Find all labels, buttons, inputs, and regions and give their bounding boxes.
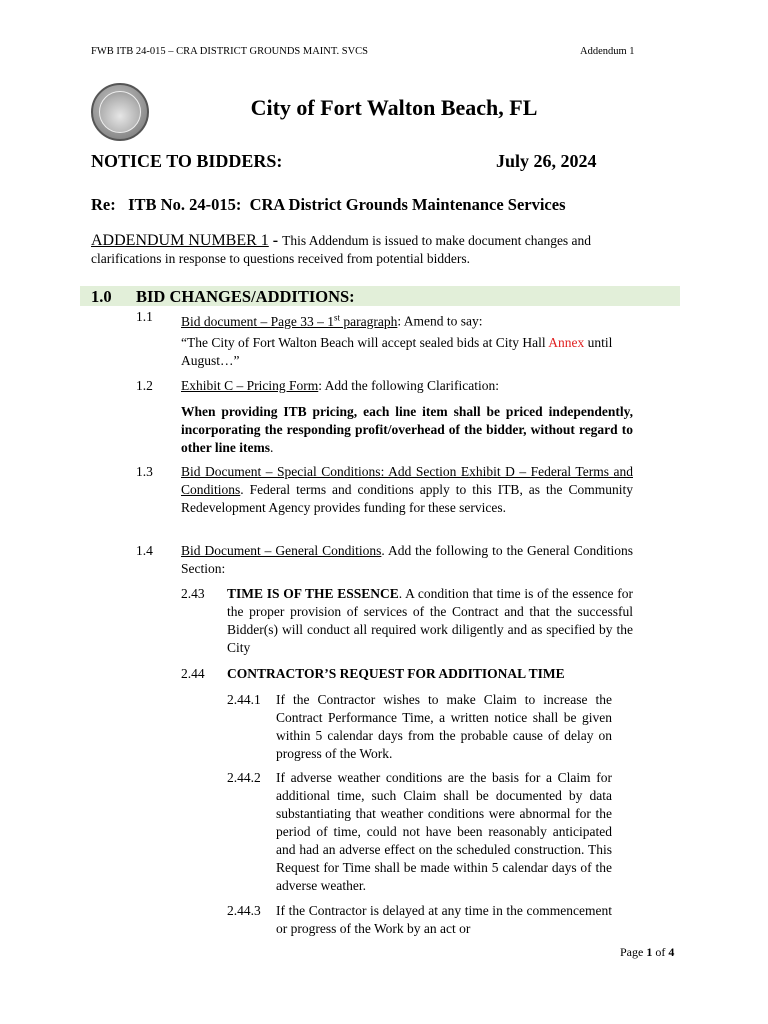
item-1-1-quote: “The City of Fort Walton Beach will accept sealed bids at City Hall Annex until August…” [181,335,613,368]
item-number: 2.44 [181,666,205,681]
item-2-44-3: If the Contractor is delayed at any time in the commencement or progress of the Work by an act or [276,903,612,936]
item-1-4: Bid Document – General Conditions. Add the following to the General Conditions Section: [181,543,633,576]
re-line: Re: ITB No. 24-015: CRA District Grounds Maintenance Services [91,195,566,214]
section-title: BID CHANGES/ADDITIONS: [136,287,355,306]
item-1-3: Bid Document – Special Conditions: Add Section Exhibit D – Federal Terms and Conditions. Federal terms and conditions apply to this ITB, as the Community Redevelopment Agency provides funding for these services. [181,464,633,515]
item-2-44-1: If the Contractor wishes to make Claim to increase the Contract Performance Time, a written notice shall be given within 5 calendar days from the probable cause of delay on progress of the Work. [276,692,612,761]
item-number: 1.3 [136,464,153,479]
item-heading: Exhibit C – Pricing Form [181,378,319,393]
addendum-text: This Addendum is issued to make document changes and clarifications in response to questions received from potential bidders. [91,233,592,266]
item-number: 1.1 [136,309,153,324]
header-right: Addendum 1 [580,46,635,57]
addendum-intro [91,232,651,268]
item-number: 2.44.3 [227,903,261,918]
item-number: 2.44.2 [227,770,261,785]
addendum-dash: - [268,232,283,249]
annex-word: Annex [548,335,585,350]
section-number: 1.0 [91,287,112,306]
item-2-44-2: If adverse weather conditions are the basis for a Claim for additional time, such Claim shall be documented by data substantiating that weather conditions were abnormal for the period of time, could not have been reasonably anticipated and had an adverse effect on the scheduled construction. This Request for Time shall be made within 5 calendar days of the adverse weather. [276,770,612,893]
item-number: 1.4 [136,543,153,558]
notice-label: NOTICE TO BIDDERS: [91,151,283,171]
header-left: FWB ITB 24-015 – CRA DISTRICT GROUNDS MAINT. SVCS [91,46,369,57]
item-1-2-clarification: When providing ITB pricing, each line item shall be priced independently, incorporating the responding profit/overhead of the bidder, without regard to other line items. [181,404,633,455]
item-number: 2.44.1 [227,692,261,707]
item-2-43: TIME IS OF THE ESSENCE. A condition that time is of the essence for the proper provision of services of the Contract and that the successful Bidder(s) will conduct all required work diligently and as specified by the City [227,586,633,655]
item-number: 1.2 [136,378,153,393]
addendum-label: ADDENDUM NUMBER 1 [91,232,269,249]
item-heading: Bid Document – Special Conditions: Add Section Exhibit D – Federal Terms and Conditions [181,464,633,497]
item-heading: Bid document – Page 33 – 1st paragraph [181,312,398,329]
item-number: 2.43 [181,586,205,601]
notice-date: July 26, 2024 [496,151,597,171]
item-1-1: Bid document – Page 33 – 1st paragraph: Amend to say: [181,312,483,329]
page-number: Page 1 of 4 [620,945,675,959]
item-heading: Bid Document – General Conditions [181,543,382,558]
city-title: City of Fort Walton Beach, FL [250,95,538,120]
item-1-2: Exhibit C – Pricing Form: Add the following Clarification: [181,378,499,393]
item-2-44: CONTRACTOR’S REQUEST FOR ADDITIONAL TIME [227,666,565,681]
